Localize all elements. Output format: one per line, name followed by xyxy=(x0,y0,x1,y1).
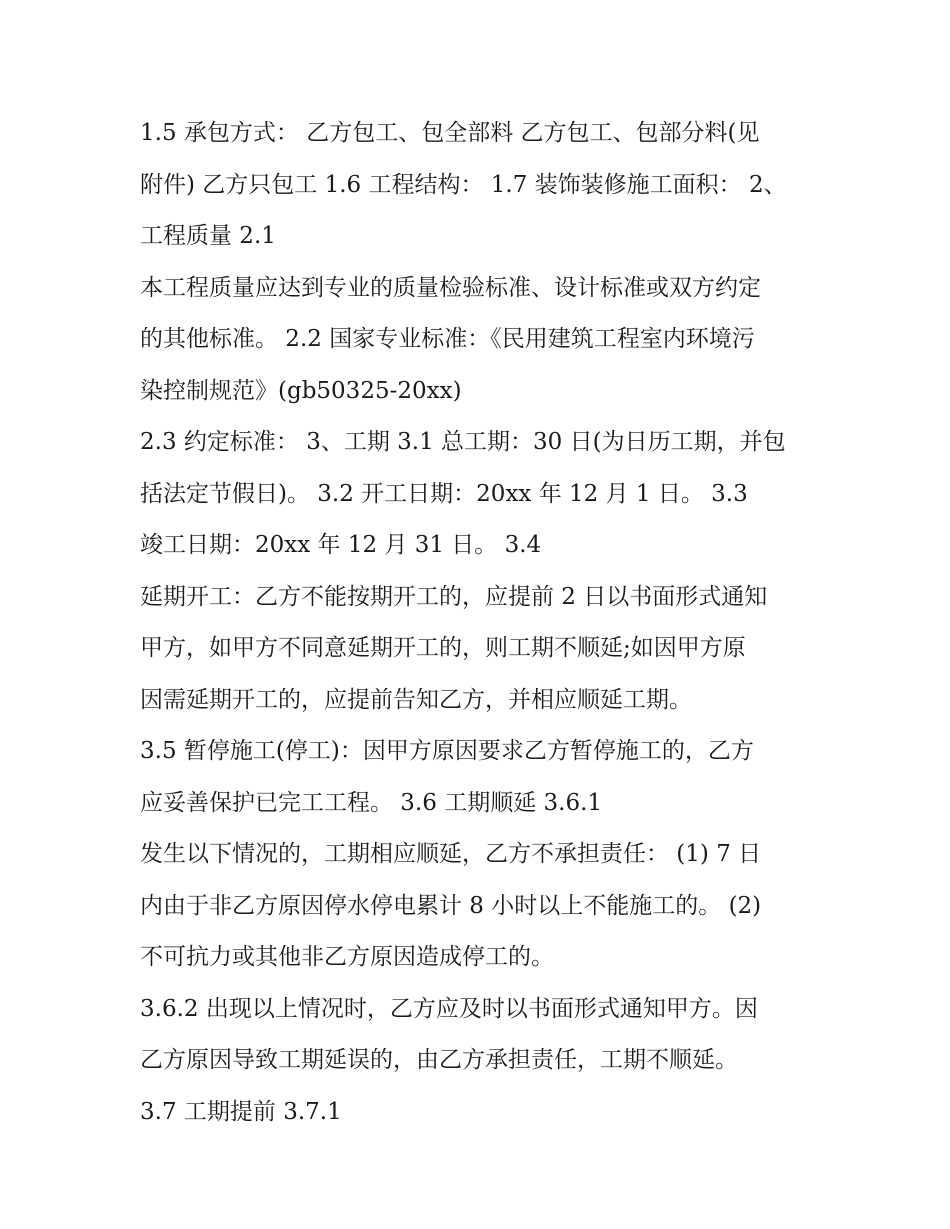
paragraph-delayed-start: 延期开工：乙方不能按期开工的，应提前 2 日以书面形式通知 甲方，如甲方不同意延期开工的，则工期不顺延;如因甲方原 因需延期开工的，应提前告知乙方，并相应顺延工期。 xyxy=(140,583,768,713)
paragraph-contract-method: 1.5 承包方式： 乙方包工、包全部料 乙方包工、包部分料(见 附件) 乙方只包工 1.6 工程结构： 1.7 装饰装修施工面积： 2、 工程质量 2.1 xyxy=(140,120,787,249)
paragraph-suspension: 3.5 暂停施工(停工)：因甲方原因要求乙方暂停施工的，乙方 应妥善保护已完工工程。 3.6 工期顺延 3.6.1 xyxy=(140,738,754,816)
paragraph-quality-standard: 本工程质量应达到专业的质量检验标准、设计标准或双方约定 的其他标准。 2.2 国家专业标准：《民用建筑工程室内环境污 染控制规范》(gb50325-20xx) xyxy=(140,274,761,404)
paragraph-schedule-dates: 2.3 约定标准： 3、工期 3.1 总工期：30 日(为日历工期，并包 括法定节假日)。 3.2 开工日期：20xx 年 12 月 1 日。 3.3 竣工日期：20xx 年 12 月 31 日。 3.4 xyxy=(140,429,786,558)
document-body xyxy=(140,108,830,1138)
paragraph-early-completion: 3.7 工期提前 3.7.1 xyxy=(140,1098,342,1125)
paragraph-extension-conditions: 发生以下情况的，工期相应顺延，乙方不承担责任： (1) 7 日 内由于非乙方原因停水停电累计 8 小时以上不能施工的。 (2) 不可抗力或其他非乙方原因造成停工的。 xyxy=(140,841,762,970)
paragraph-notice-obligation: 3.6.2 出现以上情况时，乙方应及时以书面形式通知甲方。因 乙方原因导致工期延误的，由乙方承担责任，工期不顺延。 xyxy=(140,995,758,1073)
